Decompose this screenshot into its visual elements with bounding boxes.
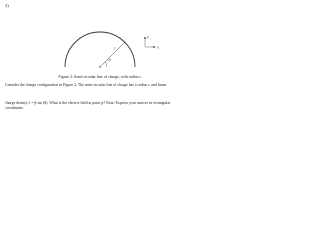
angle-arc bbox=[105, 62, 107, 67]
angle-label: θ bbox=[108, 57, 111, 63]
figure-caption: Figure 2: Semi-circular line of charge, with radius r. bbox=[58, 74, 142, 79]
document-page bbox=[0, 0, 200, 121]
semicircle-line-of-charge bbox=[65, 32, 135, 67]
paragraph-1: Consider the charge configuration in Figure 2. The semi-circular line of charge has a radius r, and linear bbox=[5, 83, 167, 87]
x-axis-arrowhead bbox=[153, 46, 155, 48]
y-axis-arrowhead bbox=[144, 37, 146, 39]
radius-label: r bbox=[114, 45, 116, 51]
y-axis-label: y bbox=[147, 34, 149, 39]
paragraph-2: charge density λ = β sin (θ). What is the electric field at point p? Note: Express your answer in rectangular coordinates. bbox=[5, 101, 171, 111]
x-axis-label: x bbox=[157, 44, 159, 50]
question-number: 2) bbox=[5, 3, 9, 8]
center-point-p bbox=[99, 66, 100, 67]
radius-line bbox=[100, 42, 125, 67]
